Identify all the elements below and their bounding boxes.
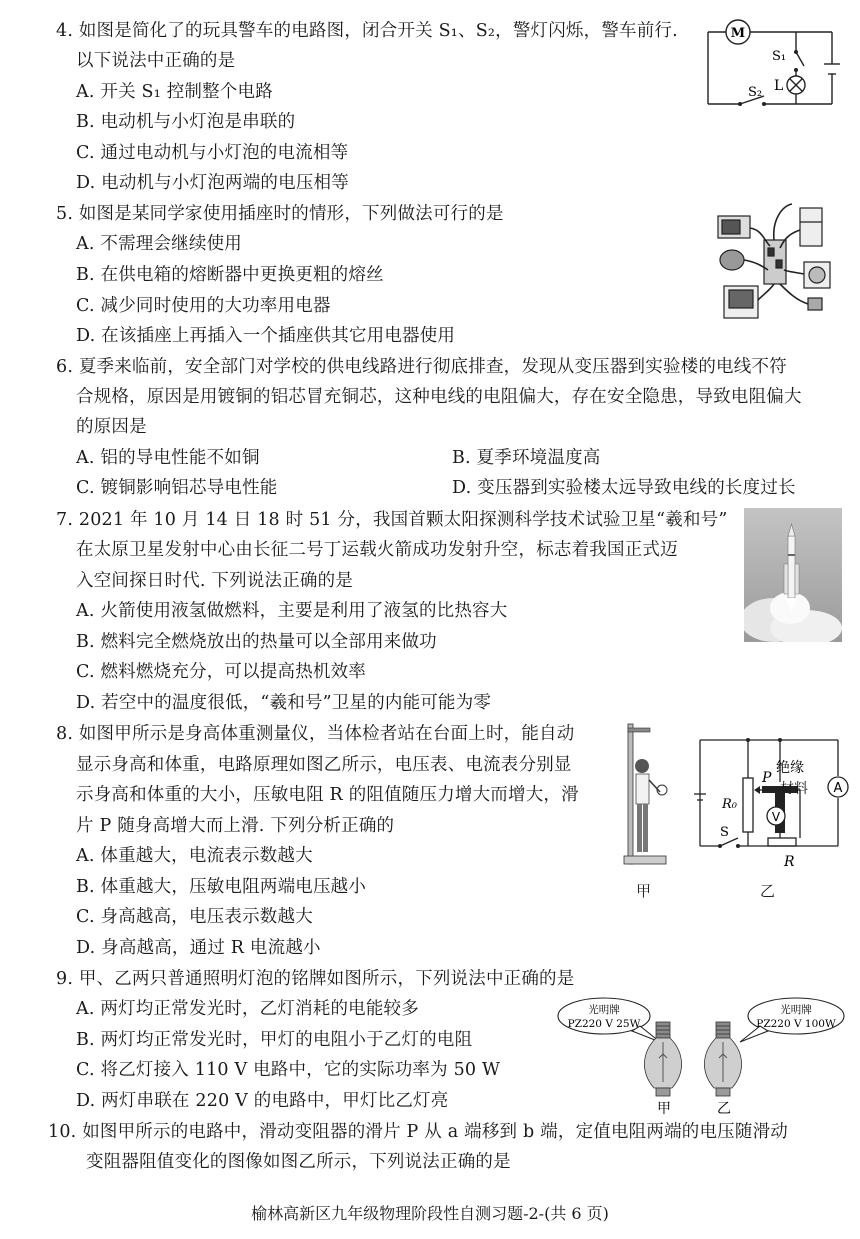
q8-option-d: D. 身高越高，通过 R 电流越小 (76, 938, 321, 958)
q8-ammeter-label: A (833, 781, 843, 796)
q9-option-a: A. 两灯均正常发光时，乙灯消耗的电能较多 (76, 999, 419, 1019)
q5-option-c: C. 减少同时使用的大功率用电器 (76, 296, 331, 316)
q4-s2-label: S₂ (748, 85, 763, 100)
q8-r-label: R (784, 854, 795, 870)
q7-stem-line-3: 入空间探日时代. 下列说法正确的是 (76, 571, 354, 591)
q5-option-b: B. 在供电箱的熔断器中更换更粗的熔丝 (76, 265, 384, 285)
q4-option-d: D. 电动机与小灯泡两端的电压相等 (76, 173, 349, 193)
q5-option-a: A. 不需理会继续使用 (76, 234, 242, 254)
q6-option-c: C. 镀铜影响铝芯导电性能 (76, 478, 278, 498)
q8-insulator-label: 绝缘 (776, 760, 804, 776)
q6-option-a: A. 铝的导电性能不如铜 (76, 448, 260, 468)
q8-height-weight-scale-figure (622, 722, 672, 872)
q5-socket-overload-illustration (712, 200, 842, 325)
q9-option-b: B. 两灯均正常发光时，甲灯的电阻小于乙灯的电阻 (76, 1030, 473, 1050)
q9-yi-brand: 光明牌 (780, 1004, 812, 1016)
q8-option-c: C. 身高越高，电压表示数越大 (76, 907, 313, 927)
q6-stem-line-2: 合规格，原因是用镀铜的铝芯冒充铜芯，这种电线的电阻偏大，存在安全隐患，导致电阻偏大 (76, 387, 802, 407)
q4-circuit-figure (700, 14, 840, 114)
q7-option-a: A. 火箭使用液氢做燃料，主要是利用了液氢的比热容大 (76, 601, 508, 621)
q8-stem-line-2: 显示身高和体重，电路原理如图乙所示，电压表、电流表分别显 (76, 755, 572, 775)
q4-s1-label: S₁ (772, 49, 787, 64)
q9-yi-caption: 乙 (717, 1101, 731, 1117)
q7-stem-line-2: 在太原卫星发射中心由长征二号丁运载火箭成功发射升空，标志着我国正式迈 (76, 540, 678, 560)
q10-stem-line-2: 变阻器阻值变化的图像如图乙所示，下列说法正确的是 (86, 1152, 511, 1172)
q9-option-c: C. 将乙灯接入 110 V 电路中，它的实际功率为 50 W (76, 1060, 501, 1080)
q8-circuit-diagram (680, 726, 852, 872)
q7-option-d: D. 若空中的温度很低，“羲和号”卫星的内能可能为零 (76, 693, 492, 713)
q8-option-b: B. 体重越大，压敏电阻两端电压越小 (76, 877, 367, 897)
q8-stem-line-1: 8. 如图甲所示是身高体重测量仪，当体检者站在台面上时，能自动 (56, 724, 575, 744)
q8-stem-line-3: 示身高和体重的大小，压敏电阻 R 的阻值随压力增大而增大，滑 (76, 785, 579, 805)
q8-jia-caption: 甲 (636, 882, 652, 900)
q9-option-d: D. 两灯串联在 220 V 的电路中，甲灯比乙灯亮 (76, 1091, 449, 1111)
q10-stem-line-1: 10. 如图甲所示的电路中，滑动变阻器的滑片 P 从 a 端移到 b 端，定值电阻两端的电压随滑动 (48, 1122, 788, 1142)
q7-option-c: C. 燃料燃烧充分，可以提高热机效率 (76, 662, 366, 682)
q6-stem-line-1: 6. 夏季来临前，安全部门对学校的供电线路进行彻底排查，发现从变压器到实验楼的电线不符 (56, 357, 787, 377)
q7-rocket-launch-photo (744, 508, 842, 642)
q4-stem-line-1: 4. 如图是简化了的玩具警车的电路图，闭合开关 S₁、S₂，警灯闪烁，警车前行. (56, 21, 678, 41)
q4-option-c: C. 通过电动机与小灯泡的电流相等 (76, 143, 349, 163)
q9-stem: 9. 甲、乙两只普通照明灯泡的铭牌如图所示，下列说法中正确的是 (56, 969, 575, 989)
q8-option-a: A. 体重越大，电流表示数越大 (76, 846, 313, 866)
q8-material-caption: 材料 (780, 781, 808, 797)
q4-stem-line-2: 以下说法中正确的是 (76, 51, 236, 71)
q5-option-d: D. 在该插座上再插入一个插座供其它用电器使用 (76, 326, 456, 346)
q4-option-b: B. 电动机与小灯泡是串联的 (76, 112, 296, 132)
q7-stem-line-1: 7. 2021 年 10 月 14 日 18 时 51 分，我国首颗太阳探测科学技术试验卫星“羲和号” (56, 510, 728, 530)
q6-option-d: D. 变压器到实验楼太远导致电线的长度过长 (452, 478, 796, 498)
q9-yi-rating: PZ220 V 100W (756, 1018, 836, 1030)
q8-r0-label: R₀ (722, 797, 737, 812)
q6-option-b: B. 夏季环境温度高 (452, 448, 601, 468)
q7-option-b: B. 燃料完全燃烧放出的热量可以全部用来做功 (76, 632, 437, 652)
q9-jia-brand: 光明牌 (588, 1004, 620, 1016)
q6-stem-line-3: 的原因是 (76, 417, 147, 437)
q8-stem-line-4: 片 P 随身高增大而上滑. 下列分析正确的 (76, 816, 395, 836)
q4-option-a: A. 开关 S₁ 控制整个电路 (76, 82, 273, 102)
q4-motor-label: M (730, 26, 746, 41)
q4-lamp-label: L (774, 78, 784, 94)
page-footer: 榆林高新区九年级物理阶段性自测习题-2-(共 6 页) (251, 1204, 609, 1223)
q8-voltmeter-label: V (771, 810, 781, 824)
q9-jia-rating: PZ220 V 25W (567, 1018, 641, 1030)
q8-p-label: P (762, 770, 772, 786)
q8-switch-label: S (720, 825, 729, 840)
q9-jia-caption: 甲 (657, 1101, 671, 1117)
q8-yi-caption: 乙 (760, 882, 776, 900)
q5-stem: 5. 如图是某同学家使用插座时的情形，下列做法可行的是 (56, 204, 504, 224)
q9-bulbs-figure (556, 996, 846, 1118)
